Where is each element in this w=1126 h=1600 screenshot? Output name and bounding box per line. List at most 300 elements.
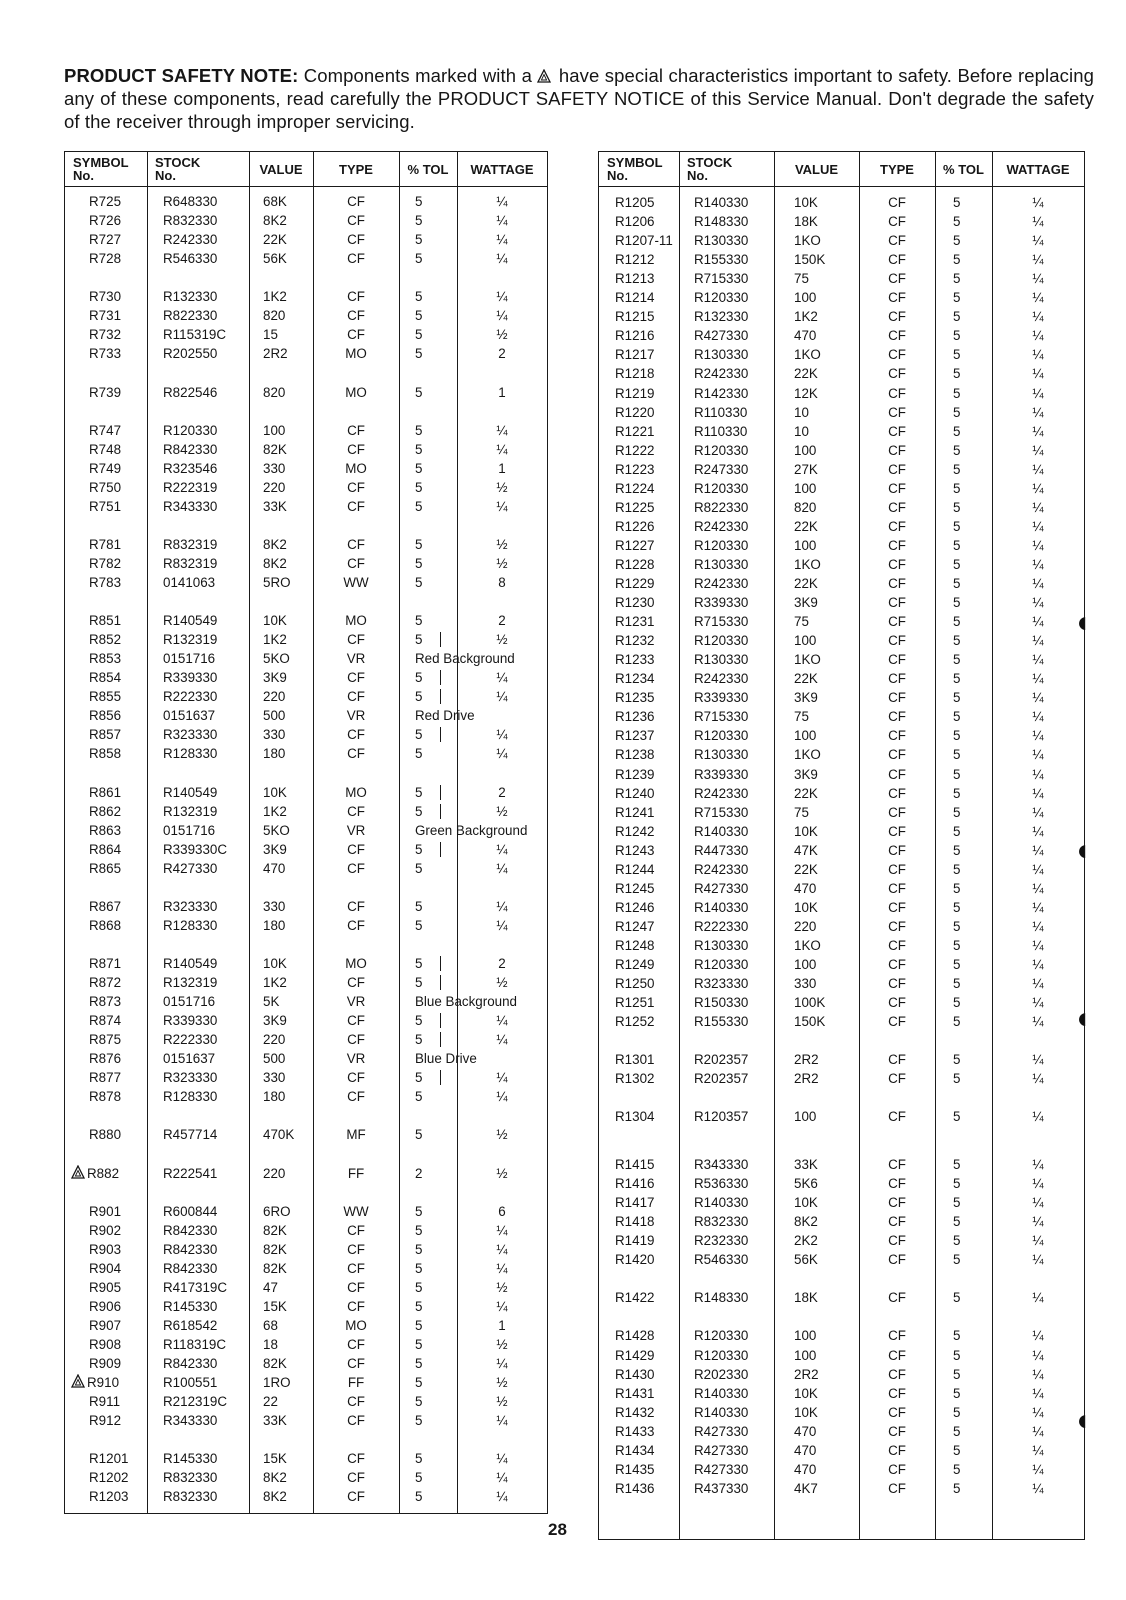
column-header-label: TYPE [339, 161, 373, 177]
wattage-cell: ½ [496, 1127, 508, 1143]
type-cell: CF [888, 537, 906, 553]
wattage-cell: ¼ [1032, 1366, 1044, 1382]
type-cell: CF [888, 709, 906, 725]
symbol-cell: R1227 [615, 537, 655, 553]
symbol-cell: R906 [89, 1298, 122, 1314]
wattage-cell: ¼ [1032, 1195, 1044, 1211]
type-cell: CF [888, 861, 906, 877]
symbol-cell: R1201 [89, 1451, 129, 1467]
value-cell: 15 [263, 327, 278, 343]
tolerance-cell: 5 [953, 785, 961, 801]
wattage-cell: ¼ [1032, 347, 1044, 363]
tolerance-cell: 5 [953, 918, 961, 934]
symbol-cell: R1241 [615, 804, 655, 820]
symbol-cell [71, 1373, 119, 1392]
tolerance-cell: 5 [415, 1127, 423, 1143]
type-cell: CF [888, 499, 906, 515]
tolerance-cell: 5 [415, 803, 423, 819]
type-cell: CF [888, 957, 906, 972]
symbol-cell: R1432 [615, 1404, 655, 1420]
table-row [65, 1468, 547, 1487]
type-cell: CF [347, 1013, 365, 1029]
value-cell: 1K2 [794, 309, 818, 325]
value-cell: 18 [263, 1337, 278, 1352]
symbol-cell: R878 [89, 1089, 122, 1105]
value-cell: 2R2 [794, 1052, 819, 1068]
table-row [65, 802, 547, 821]
column-header-label: No. [73, 168, 94, 183]
value-cell: 470 [794, 1442, 817, 1458]
type-cell: CF [347, 1260, 365, 1276]
tolerance-cell: 5 [415, 1470, 423, 1486]
table-row [65, 1297, 547, 1316]
table-row [65, 1202, 547, 1221]
table-row [599, 479, 1084, 498]
stock-cell: R242330 [163, 232, 218, 248]
table-row [65, 954, 547, 973]
wattage-cell: ½ [496, 479, 508, 495]
tolerance-cell: 5 [953, 652, 961, 668]
symbol-cell: R1430 [615, 1366, 655, 1382]
table-row [65, 783, 547, 802]
symbol-cell: R903 [89, 1241, 122, 1257]
warning-triangle-icon [71, 1165, 85, 1179]
tolerance-cell: 5 [953, 1157, 961, 1173]
symbol-cell: R1207-11 [615, 233, 673, 249]
value-cell: 470 [794, 1461, 817, 1477]
table-row [65, 687, 547, 706]
tolerance-cell: 5 [415, 460, 423, 476]
value-cell: 220 [794, 918, 817, 934]
table-row [599, 1069, 1084, 1088]
stock-cell: 0151716 [163, 651, 216, 667]
symbol-cell: R861 [89, 784, 122, 800]
type-cell: CF [888, 671, 906, 687]
symbol-cell: R1252 [615, 1014, 655, 1030]
type-cell: CF [347, 746, 365, 762]
table-row [599, 1174, 1084, 1193]
wattage-cell: ¼ [1032, 252, 1044, 268]
wattage-cell: ¼ [1032, 233, 1044, 249]
type-cell: CF [347, 308, 365, 324]
stock-cell: R120330 [694, 957, 749, 972]
tolerance-cell: 5 [415, 1337, 423, 1352]
table-row [599, 650, 1084, 669]
table-row [65, 1278, 547, 1297]
symbol-cell: R908 [89, 1337, 122, 1352]
tolerance-cell: 5 [415, 956, 423, 971]
value-cell: 220 [263, 689, 286, 705]
table-row [599, 1384, 1084, 1403]
stock-cell: R323330 [694, 976, 749, 992]
table-header [65, 152, 547, 187]
value-cell: 180 [263, 917, 286, 933]
value-cell: 820 [794, 499, 817, 515]
table-row [599, 1288, 1084, 1307]
wattage-cell: 1 [498, 384, 506, 400]
stock-cell: R120330 [694, 633, 749, 649]
tolerance-cell: 5 [953, 1252, 961, 1268]
symbol-cell: R1419 [615, 1233, 655, 1249]
symbol-cell: R856 [89, 708, 122, 724]
value-cell: 22 [263, 1394, 278, 1410]
symbol-cell: R1215 [615, 309, 655, 325]
type-cell: CF [888, 252, 906, 268]
table-row [65, 1221, 547, 1240]
wattage-cell: ¼ [1032, 1233, 1044, 1249]
wattage-cell: ¼ [496, 289, 508, 305]
type-cell: MO [345, 1317, 367, 1333]
table-row [65, 478, 547, 497]
type-cell: CF [347, 289, 365, 305]
stock-cell: R145330 [163, 1451, 218, 1467]
table-row [599, 1441, 1084, 1460]
stock-cell: R148330 [694, 214, 749, 230]
stock-cell: R832319 [163, 555, 218, 571]
table-row [65, 344, 547, 363]
tolerance-cell: 5 [953, 976, 961, 992]
product-safety-note [64, 64, 1094, 133]
stock-cell: R339330 [163, 670, 218, 686]
tolerance-cell: 5 [953, 671, 961, 687]
value-cell: 10K [794, 1404, 818, 1420]
value-cell: 33K [263, 1413, 287, 1429]
wattage-cell: ¼ [496, 1222, 508, 1238]
value-cell: 100 [794, 480, 817, 496]
tolerance-cell: 5 [953, 861, 961, 877]
type-cell: CF [347, 1451, 365, 1467]
table-row [599, 1460, 1084, 1479]
column-header-label: No. [607, 168, 628, 183]
tolerance-cell: 5 [953, 709, 961, 725]
table-row [65, 535, 547, 554]
table-row [599, 879, 1084, 898]
value-cell: 82K [263, 1260, 287, 1276]
symbol-cell: R727 [89, 232, 122, 248]
tolerance-cell: 5 [953, 252, 961, 268]
stock-cell: R202330 [694, 1366, 749, 1382]
value-cell: 8K2 [794, 1214, 818, 1230]
stock-cell: R142330 [694, 385, 749, 401]
table-row [65, 1335, 547, 1354]
tolerance-cell: 5 [953, 899, 961, 915]
tolerance-cell: 5 [415, 251, 423, 267]
wattage-cell: ¼ [1032, 1176, 1044, 1192]
symbol-cell: R1205 [615, 195, 655, 210]
tolerance-divider [440, 689, 441, 704]
symbol-cell: R1429 [615, 1347, 655, 1363]
tolerance-cell: 5 [953, 957, 961, 972]
type-cell: CF [888, 918, 906, 934]
table-row [65, 649, 547, 668]
wattage-cell: ¼ [1032, 995, 1044, 1011]
symbol-cell: R1415 [615, 1157, 655, 1173]
column-header [774, 152, 859, 186]
tolerance-cell: 5 [415, 384, 423, 400]
stock-cell: R343330 [694, 1157, 749, 1173]
value-cell: 470 [263, 860, 286, 876]
wattage-cell: ¼ [496, 1070, 508, 1086]
tolerance-cell: 5 [953, 309, 961, 325]
wattage-cell: ¼ [496, 1013, 508, 1029]
tolerance-cell: 5 [415, 1375, 423, 1391]
value-cell: 56K [263, 251, 287, 267]
value-cell: 10K [794, 195, 818, 210]
type-cell: VR [346, 651, 366, 667]
type-cell: CF [347, 727, 365, 743]
table-row [65, 611, 547, 630]
tolerance-cell: 5 [953, 576, 961, 591]
type-cell: CF [888, 1328, 906, 1344]
value-cell: 100 [794, 728, 817, 744]
value-cell: 2K2 [794, 1233, 818, 1249]
tolerance-divider [440, 727, 441, 742]
symbol-cell: R1433 [615, 1423, 655, 1439]
tolerance-cell: 5 [415, 1317, 423, 1333]
tolerance-cell: 5 [415, 479, 423, 495]
value-cell: 180 [263, 1089, 286, 1105]
stock-cell: R842330 [163, 1241, 218, 1257]
tolerance-divider [440, 785, 441, 800]
value-cell: 3K9 [263, 841, 287, 857]
stock-cell: R417319C [163, 1279, 228, 1295]
value-cell: 8K2 [263, 536, 287, 552]
tolerance-cell: Red Drive [415, 708, 475, 724]
binding-hole-mark: ◖ [1073, 1404, 1092, 1437]
stock-cell: R715330 [694, 271, 749, 287]
table-row [65, 459, 547, 478]
value-cell: 3K9 [794, 690, 818, 706]
symbol-cell: R1221 [615, 423, 655, 439]
stock-cell: 0151716 [163, 994, 216, 1010]
symbol-cell: R782 [89, 555, 122, 571]
stock-cell: R242330 [694, 861, 749, 877]
symbol-cell: R1203 [89, 1489, 129, 1505]
wattage-cell: ½ [496, 1375, 508, 1391]
wattage-cell: ¼ [496, 727, 508, 743]
wattage-cell: ½ [496, 536, 508, 552]
stock-cell: 0151637 [163, 708, 216, 724]
symbol-cell: R1251 [615, 995, 655, 1011]
table-row [65, 1316, 547, 1335]
value-cell: 500 [263, 1051, 286, 1067]
type-cell: CF [888, 880, 906, 896]
symbol-cell: R880 [89, 1127, 122, 1143]
column-header-label: STOCK [687, 155, 733, 170]
wattage-cell: ¼ [1032, 766, 1044, 782]
table-row [599, 460, 1084, 479]
tolerance-cell: Blue Background [415, 994, 517, 1010]
value-cell: 33K [263, 498, 287, 514]
table-row [599, 669, 1084, 688]
table-row [599, 269, 1084, 288]
wattage-cell: ¼ [1032, 1052, 1044, 1068]
type-cell: CF [347, 1489, 365, 1505]
tolerance-divider [440, 975, 441, 990]
value-cell: 1K2 [263, 289, 287, 305]
value-cell: 68 [263, 1317, 278, 1333]
symbol-cell: R852 [89, 632, 122, 648]
stock-cell: R132319 [163, 803, 218, 819]
symbol-cell: R865 [89, 860, 122, 876]
symbol-cell: R1422 [615, 1290, 655, 1306]
stock-cell: R115319C [163, 327, 227, 343]
symbol-cell: R1304 [615, 1109, 655, 1125]
wattage-cell: ¼ [496, 232, 508, 248]
tolerance-cell: 5 [415, 1070, 423, 1086]
type-cell: CF [888, 576, 906, 591]
value-cell: 1K2 [263, 632, 287, 648]
value-cell: 220 [263, 1165, 286, 1181]
wattage-cell: ½ [496, 1337, 508, 1352]
symbol-cell: R1418 [615, 1214, 655, 1230]
symbol-cell: R1230 [615, 595, 655, 611]
wattage-cell: ¼ [1032, 861, 1044, 877]
table-row [65, 1354, 547, 1373]
stock-cell: R140330 [694, 1385, 749, 1401]
type-cell: CF [888, 1195, 906, 1211]
table-row [65, 859, 547, 878]
type-cell: CF [888, 1366, 906, 1382]
value-cell: 5RO [263, 575, 291, 590]
type-cell: CF [888, 214, 906, 230]
parts-table-right [598, 151, 1085, 1540]
value-cell: 10 [794, 423, 809, 439]
stock-cell: 0151716 [163, 822, 216, 838]
value-cell: 22K [794, 366, 818, 382]
column-header-label: TYPE [880, 161, 914, 177]
tolerance-cell: 5 [953, 880, 961, 896]
value-cell: 2R2 [794, 1071, 819, 1087]
table-row [65, 821, 547, 840]
table-row [65, 1240, 547, 1259]
type-cell: MO [345, 384, 367, 400]
table-row [599, 345, 1084, 364]
tolerance-cell: 5 [415, 422, 423, 438]
column-header [457, 152, 547, 186]
stock-cell: R427330 [694, 1461, 749, 1477]
value-cell: 2R2 [263, 346, 288, 362]
type-cell: CF [888, 1052, 906, 1068]
symbol-cell: R783 [89, 575, 122, 590]
value-cell: 1KO [794, 347, 821, 363]
type-cell: CF [888, 442, 906, 458]
wattage-cell: ¼ [496, 898, 508, 914]
table-row [65, 1030, 547, 1049]
stock-cell: R148330 [694, 1290, 749, 1306]
stock-cell: R130330 [694, 556, 749, 572]
tolerance-cell: 5 [953, 480, 961, 496]
wattage-cell: ¼ [1032, 480, 1044, 496]
table-row [599, 1365, 1084, 1384]
column-header-label: % TOL [407, 161, 449, 177]
value-cell: 22K [794, 671, 818, 687]
tolerance-cell: 5 [415, 1413, 423, 1429]
table-row [65, 1411, 547, 1430]
table-row [599, 974, 1084, 993]
tolerance-cell: 5 [953, 195, 961, 210]
symbol-cell: R1223 [615, 461, 655, 477]
table-row [599, 555, 1084, 574]
type-cell: CF [888, 271, 906, 287]
tolerance-cell: 5 [953, 690, 961, 706]
table-row [599, 860, 1084, 879]
wattage-cell: ½ [496, 1279, 508, 1295]
column-header-label: SYMBOL [73, 155, 129, 170]
wattage-cell: ½ [496, 632, 508, 648]
symbol-cell: R747 [89, 422, 122, 438]
tolerance-cell: 5 [953, 1195, 961, 1211]
wattage-cell: ¼ [1032, 214, 1044, 230]
stock-cell: R339330 [694, 690, 749, 706]
table-row [65, 211, 547, 230]
symbol-cell: R1225 [615, 499, 655, 515]
wattage-cell: ¼ [1032, 842, 1044, 858]
type-cell: MO [345, 346, 367, 362]
value-cell: 1KO [794, 556, 821, 572]
wattage-cell: ¼ [1032, 556, 1044, 572]
symbol-cell: R853 [89, 651, 122, 667]
wattage-cell: ¼ [496, 1451, 508, 1467]
table-row [65, 306, 547, 325]
value-cell: 8K2 [263, 1489, 287, 1505]
wattage-cell: ¼ [1032, 1157, 1044, 1173]
table-row [65, 725, 547, 744]
tolerance-cell: 5 [953, 1214, 961, 1230]
type-cell: CF [888, 1385, 906, 1401]
tolerance-cell: 5 [415, 784, 423, 800]
table-row [599, 1193, 1084, 1212]
symbol-cell: R851 [89, 613, 122, 629]
tolerance-divider [440, 1013, 441, 1028]
tolerance-cell: 5 [953, 1442, 961, 1458]
value-cell: 3K9 [794, 766, 818, 782]
column-header-label: SYMBOL [607, 155, 663, 170]
tolerance-cell: 5 [415, 1203, 423, 1219]
tolerance-cell: 5 [953, 537, 961, 553]
wattage-cell: 8 [498, 575, 506, 590]
type-cell: MO [345, 784, 367, 800]
value-cell: 68K [263, 194, 287, 209]
value-cell: 10K [794, 899, 818, 915]
wattage-cell: ¼ [1032, 576, 1044, 591]
value-cell: 18K [794, 214, 818, 230]
value-cell: 5K6 [794, 1176, 818, 1192]
value-cell: 100 [263, 422, 286, 438]
type-cell: CF [347, 689, 365, 705]
symbol-cell: R1236 [615, 709, 655, 725]
value-cell: 100 [794, 633, 817, 649]
value-cell: 75 [794, 804, 809, 820]
stock-cell: R822546 [163, 384, 218, 400]
tolerance-cell: 5 [415, 632, 423, 648]
table-row [65, 1125, 547, 1144]
type-cell: CF [888, 1461, 906, 1477]
table-row [599, 612, 1084, 631]
wattage-cell: ½ [496, 1394, 508, 1410]
symbol-cell: R911 [89, 1394, 121, 1410]
tolerance-cell: 5 [415, 536, 423, 552]
stock-cell: R130330 [694, 747, 749, 763]
value-cell: 47K [794, 842, 818, 858]
table-row [599, 917, 1084, 936]
tolerance-cell: 5 [415, 289, 423, 305]
tolerance-cell: 5 [953, 328, 961, 344]
symbol-cell: R873 [89, 994, 122, 1010]
tolerance-cell: 5 [953, 214, 961, 230]
table-row [599, 441, 1084, 460]
symbol-cell: R1242 [615, 823, 655, 839]
